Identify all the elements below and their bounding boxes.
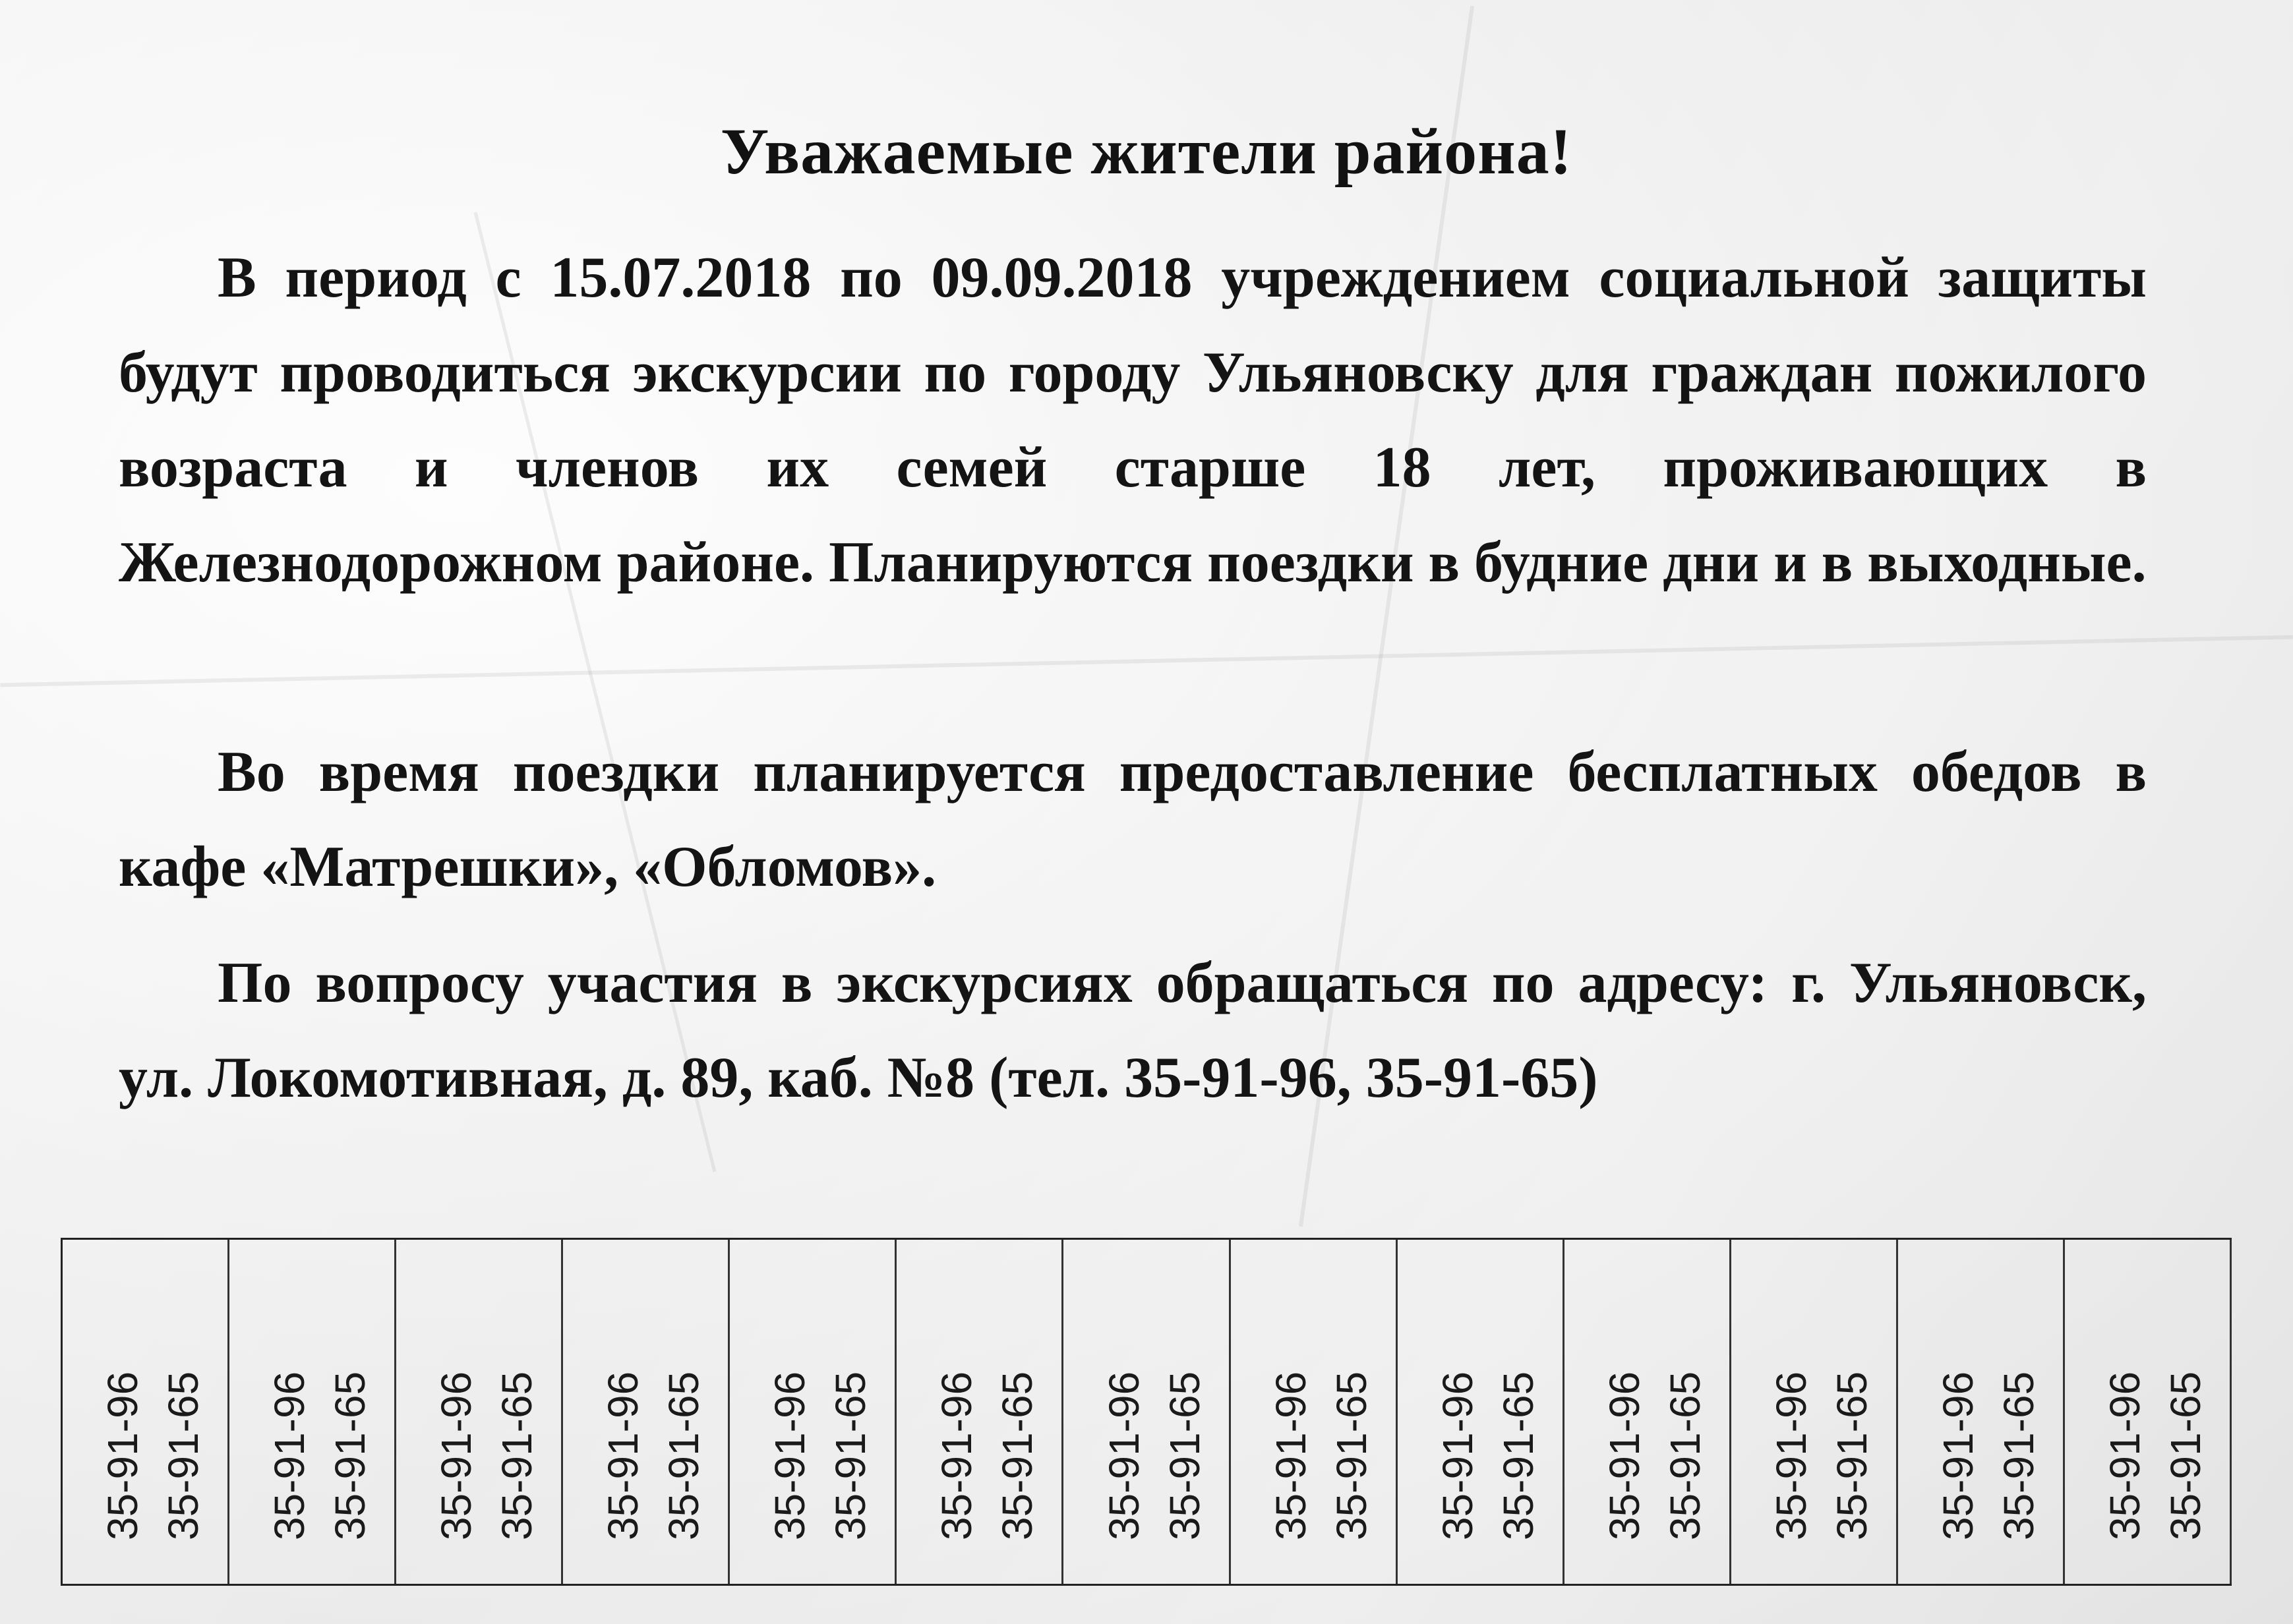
tab-phone-2: 35-91-65	[1494, 1371, 1542, 1540]
tab-phone-numbers	[1261, 1257, 1375, 1567]
tab-phone-2: 35-91-65	[1661, 1371, 1709, 1540]
tab-phone-1: 35-91-96	[1100, 1371, 1148, 1540]
tab-phone-1: 35-91-96	[99, 1371, 147, 1540]
notice-title: Уважаемые жители района!	[720, 115, 1573, 188]
tear-off-tab[interactable]	[1063, 1240, 1230, 1584]
tab-phone-1: 35-91-96	[766, 1371, 814, 1540]
tab-phone-numbers	[2095, 1257, 2209, 1567]
tab-phone-1: 35-91-96	[1934, 1371, 1982, 1540]
tab-phone-numbers	[926, 1257, 1042, 1567]
tear-off-tab[interactable]	[396, 1240, 563, 1584]
paragraph-text: Во время поездки планируется предоставление бесплатных обедов в кафе «Матрешки», «Обломов».	[119, 740, 2147, 899]
tab-phone-2: 35-91-65	[994, 1371, 1042, 1540]
paragraph-text: По вопросу участия в экскурсиях обращаться по адресу: г. Ульяновск, ул. Локомотивная, д. 89, каб. №8 (тел. 35-91-96, 35-91-65)	[119, 951, 2147, 1110]
tear-off-tab[interactable]	[2065, 1240, 2232, 1584]
tab-phone-numbers	[1427, 1257, 1542, 1567]
tab-phone-2: 35-91-65	[827, 1371, 875, 1540]
tab-phone-numbers	[92, 1257, 208, 1567]
tab-phone-1: 35-91-96	[1767, 1371, 1815, 1540]
tear-off-tab[interactable]	[229, 1240, 396, 1584]
paper-crease	[0, 635, 2292, 687]
paragraph-text: В период с 15.07.2018 по 09.09.2018 учреждением социальной защиты будут проводиться экскурсии по городу Ульяновску для граждан пожилого возраста и членов их семей старше 18 лет, проживающих в Железнодорожном районе. Планируются поездки в будние дни и в выходные.	[119, 246, 2147, 594]
tear-off-tab[interactable]	[563, 1240, 730, 1584]
tear-off-tab[interactable]	[1731, 1240, 1898, 1584]
tear-off-tab[interactable]	[1564, 1240, 1731, 1584]
tab-phone-1: 35-91-96	[1600, 1371, 1648, 1540]
tab-phone-numbers	[1094, 1257, 1208, 1567]
notice-paragraph-excursions	[119, 231, 2147, 610]
tear-off-tab[interactable]	[897, 1240, 1063, 1584]
tab-phone-numbers	[1761, 1257, 1876, 1567]
tab-phone-2: 35-91-65	[2161, 1371, 2209, 1540]
tab-phone-numbers	[1594, 1257, 1709, 1567]
tab-phone-1: 35-91-96	[599, 1371, 647, 1540]
tab-phone-numbers	[593, 1257, 708, 1567]
tab-phone-2: 35-91-65	[160, 1371, 208, 1540]
tab-phone-2: 35-91-65	[1160, 1371, 1208, 1540]
tab-phone-numbers	[759, 1257, 875, 1567]
tab-phone-numbers	[426, 1257, 541, 1567]
tear-off-tab[interactable]	[730, 1240, 897, 1584]
tear-off-tabs	[61, 1238, 2232, 1586]
tab-phone-2: 35-91-65	[1994, 1371, 2042, 1540]
tear-off-tab[interactable]	[1898, 1240, 2065, 1584]
tear-off-tab[interactable]	[1398, 1240, 1564, 1584]
notice-paragraph-lunches	[119, 725, 2147, 915]
tab-phone-1: 35-91-96	[1266, 1371, 1315, 1540]
tab-phone-2: 35-91-65	[1828, 1371, 1876, 1540]
notice-paragraph-contact	[119, 936, 2147, 1126]
tab-phone-numbers	[1928, 1257, 2042, 1567]
tab-phone-1: 35-91-96	[933, 1371, 981, 1540]
tab-phone-2: 35-91-65	[660, 1371, 708, 1540]
tear-off-tab[interactable]	[63, 1240, 229, 1584]
tab-phone-numbers	[259, 1257, 374, 1567]
tab-phone-1: 35-91-96	[1433, 1371, 1481, 1540]
tab-phone-1: 35-91-96	[2100, 1371, 2149, 1540]
tab-phone-2: 35-91-65	[493, 1371, 541, 1540]
tab-phone-1: 35-91-96	[432, 1371, 481, 1540]
tab-phone-2: 35-91-65	[326, 1371, 374, 1540]
tab-phone-2: 35-91-65	[1327, 1371, 1375, 1540]
tear-off-tab[interactable]	[1231, 1240, 1398, 1584]
tab-phone-1: 35-91-96	[266, 1371, 314, 1540]
